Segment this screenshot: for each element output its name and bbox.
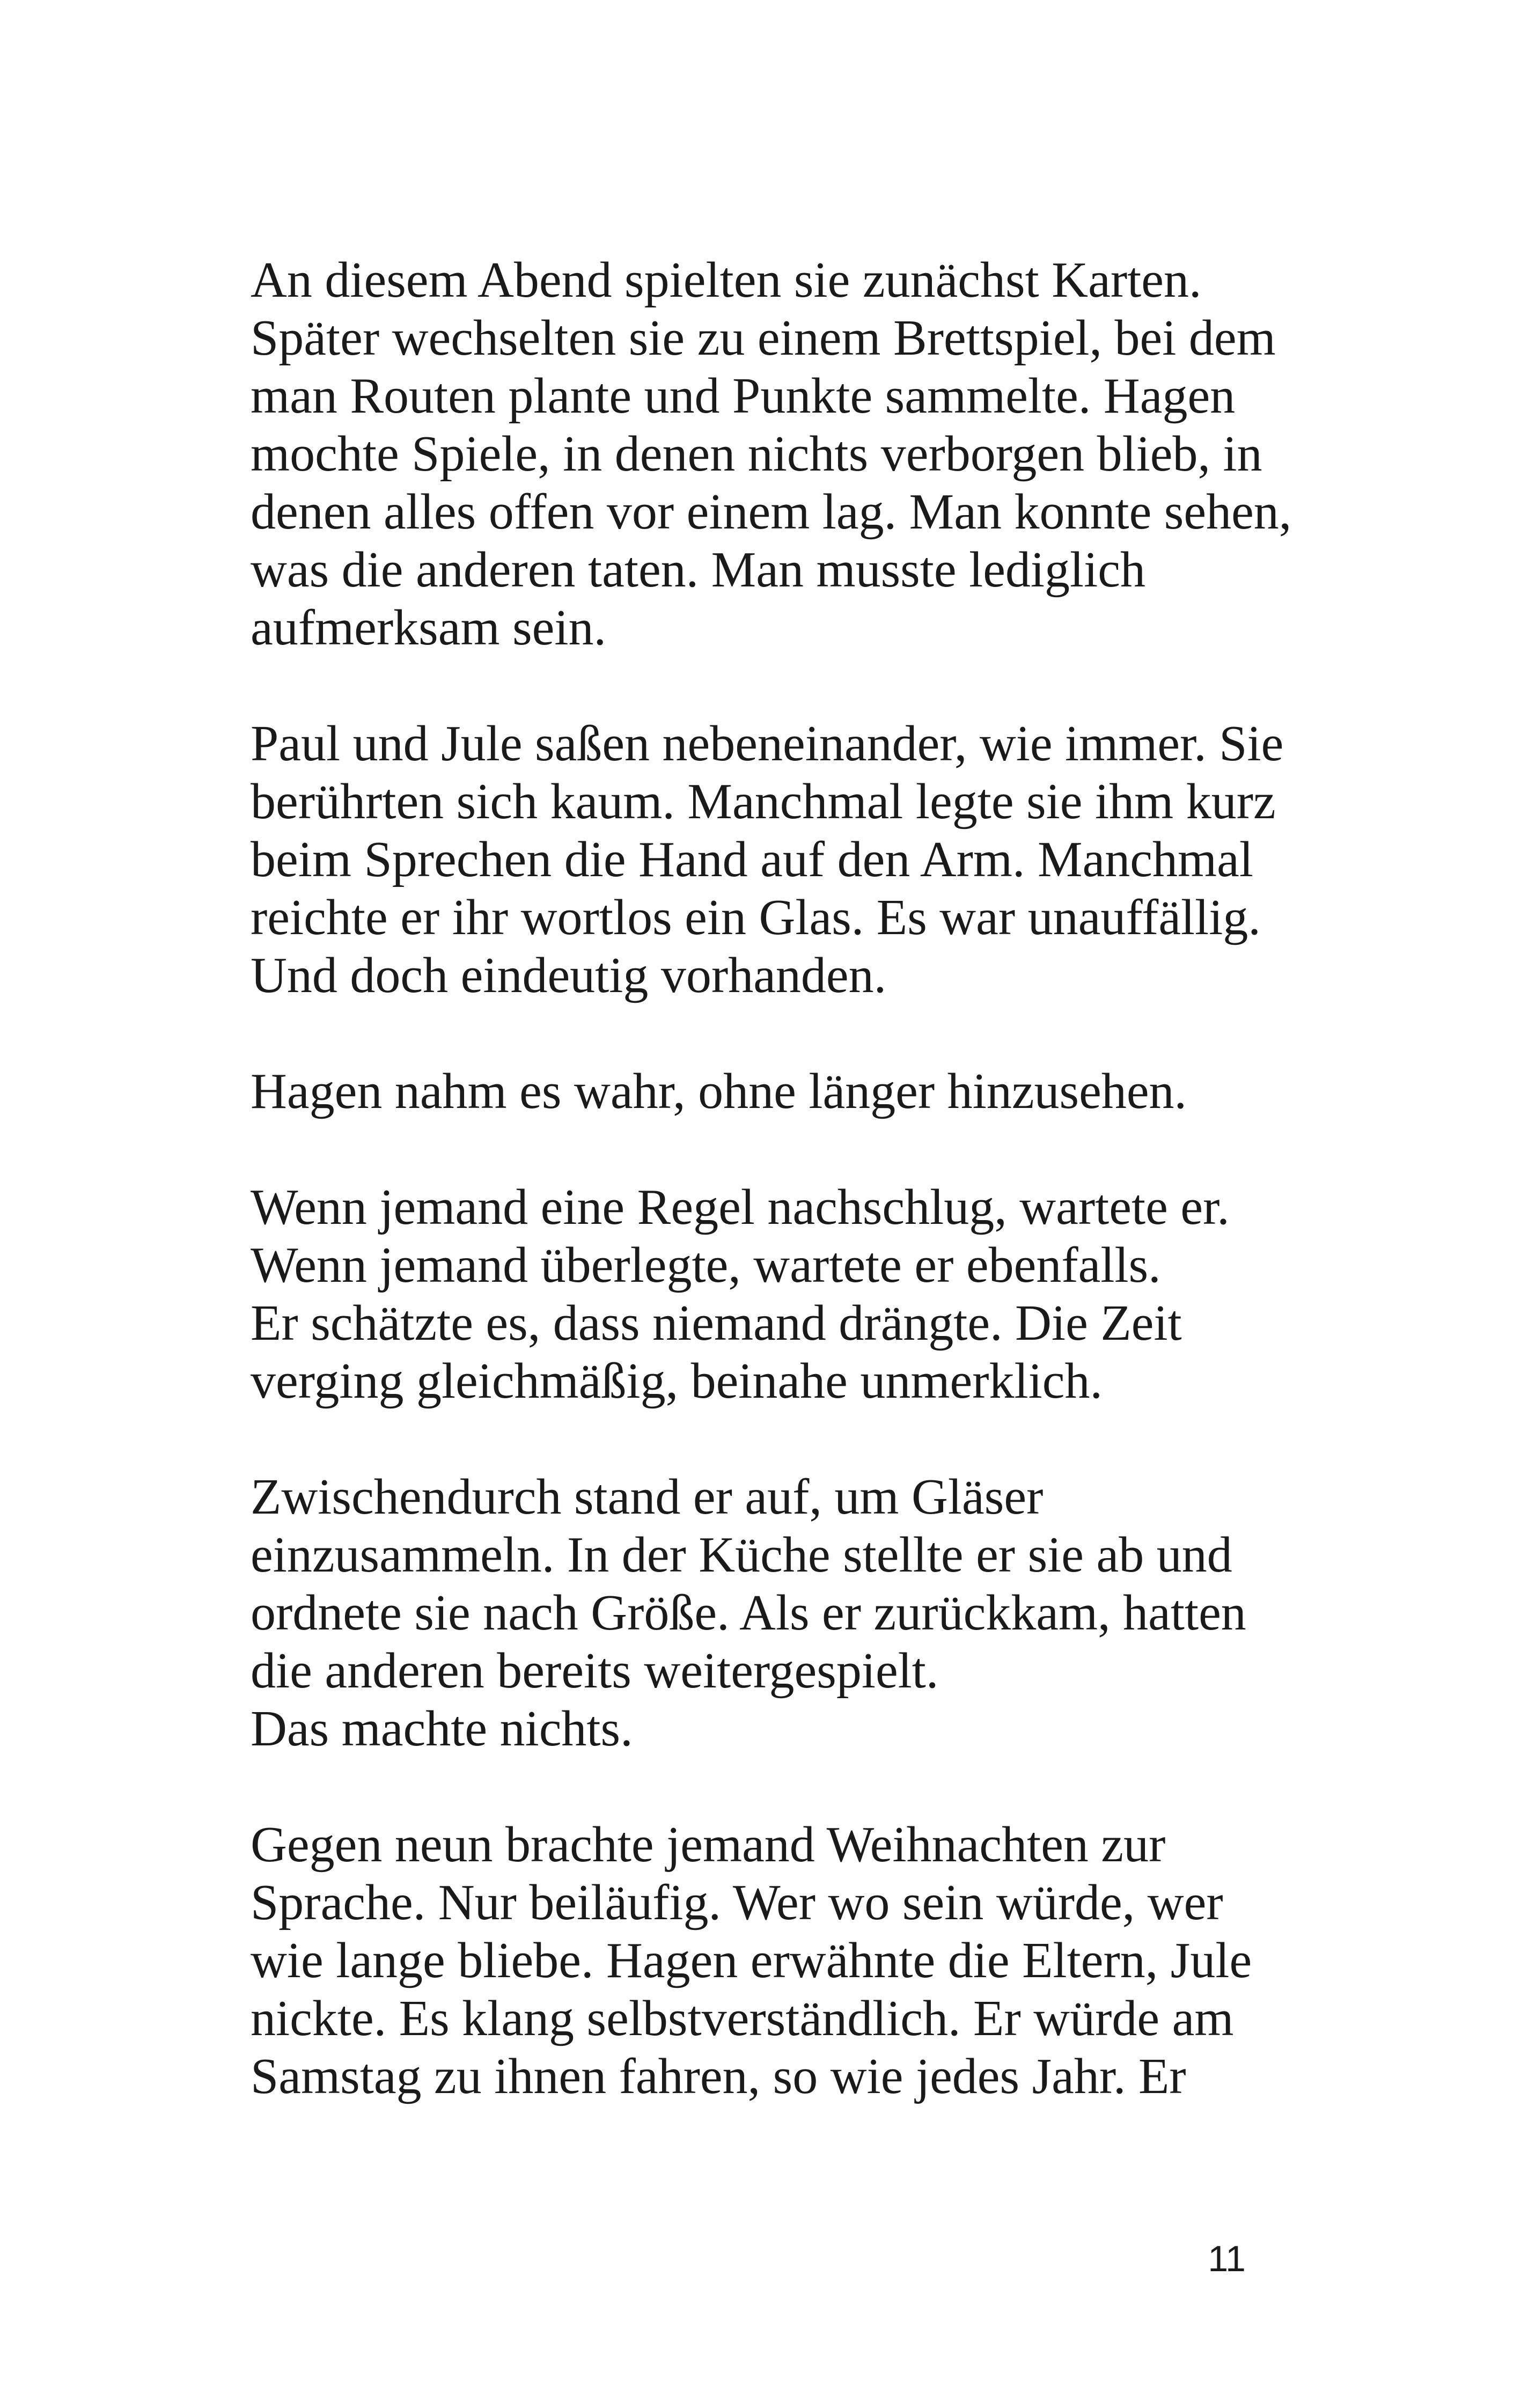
- text-line: Gegen neun brachte jemand Weihnachten zur: [251, 1817, 1166, 1873]
- text-line: Paul und Jule saßen nebeneinander, wie immer. Sie: [251, 716, 1284, 772]
- paragraph-5: [251, 1468, 1302, 1758]
- text-line: was die anderen taten. Man musste lediglich: [251, 542, 1145, 598]
- text-line: Und doch eindeutig vorhanden.: [251, 948, 887, 1003]
- paragraph-6: [251, 1816, 1302, 2105]
- text-line: beim Sprechen die Hand auf den Arm. Manchmal: [251, 832, 1253, 887]
- text-line: verging gleichmäßig, beinahe unmerklich.: [251, 1353, 1103, 1409]
- text-line: Sprache. Nur beiläufig. Wer wo sein würde, wer: [251, 1875, 1223, 1930]
- page-number: 11: [1208, 2238, 1246, 2279]
- text-line: reichte er ihr wortlos ein Glas. Es war unauffällig.: [251, 890, 1261, 945]
- paragraph-3: [251, 1062, 1302, 1120]
- text-line: die anderen bereits weitergespielt.: [251, 1643, 939, 1699]
- text-line: Hagen nahm es wahr, ohne länger hinzusehen.: [251, 1063, 1187, 1119]
- text-line: Zwischendurch stand er auf, um Gläser: [251, 1469, 1044, 1525]
- text-line: aufmerksam sein.: [251, 600, 607, 656]
- text-line: ordnete sie nach Größe. Als er zurückkam, hatten: [251, 1585, 1246, 1641]
- text-line: berührten sich kaum. Manchmal legte sie ihm kurz: [251, 774, 1276, 829]
- text-line: Später wechselten sie zu einem Brettspiel, bei dem: [251, 310, 1276, 366]
- text-line: Er schätzte es, dass niemand drängte. Die Zeit: [251, 1295, 1182, 1351]
- text-line: wie lange bliebe. Hagen erwähnte die Eltern, Jule: [251, 1933, 1252, 1988]
- text-line: man Routen plante und Punkte sammelte. Hagen: [251, 368, 1236, 424]
- paragraph-1: [251, 251, 1302, 657]
- text-line: Wenn jemand überlegte, wartete er ebenfalls.: [251, 1237, 1161, 1293]
- paragraph-2: [251, 715, 1302, 1004]
- text-line: An diesem Abend spielten sie zunächst Karten.: [251, 252, 1202, 308]
- text-line: nickte. Es klang selbstverständlich. Er würde am: [251, 1991, 1234, 2046]
- text-line: Samstag zu ihnen fahren, so wie jedes Jahr. Er: [251, 2049, 1186, 2104]
- text-line: mochte Spiele, in denen nichts verborgen blieb, in: [251, 426, 1262, 482]
- text-line: Wenn jemand eine Regel nachschlug, wartete er.: [251, 1179, 1230, 1235]
- body-text: [251, 251, 1302, 2163]
- paragraph-4: [251, 1178, 1302, 1410]
- text-line: Das machte nichts.: [251, 1701, 633, 1757]
- text-line: denen alles offen vor einem lag. Man konnte sehen,: [251, 484, 1292, 540]
- text-line: einzusammeln. In der Küche stellte er sie ab und: [251, 1527, 1232, 1583]
